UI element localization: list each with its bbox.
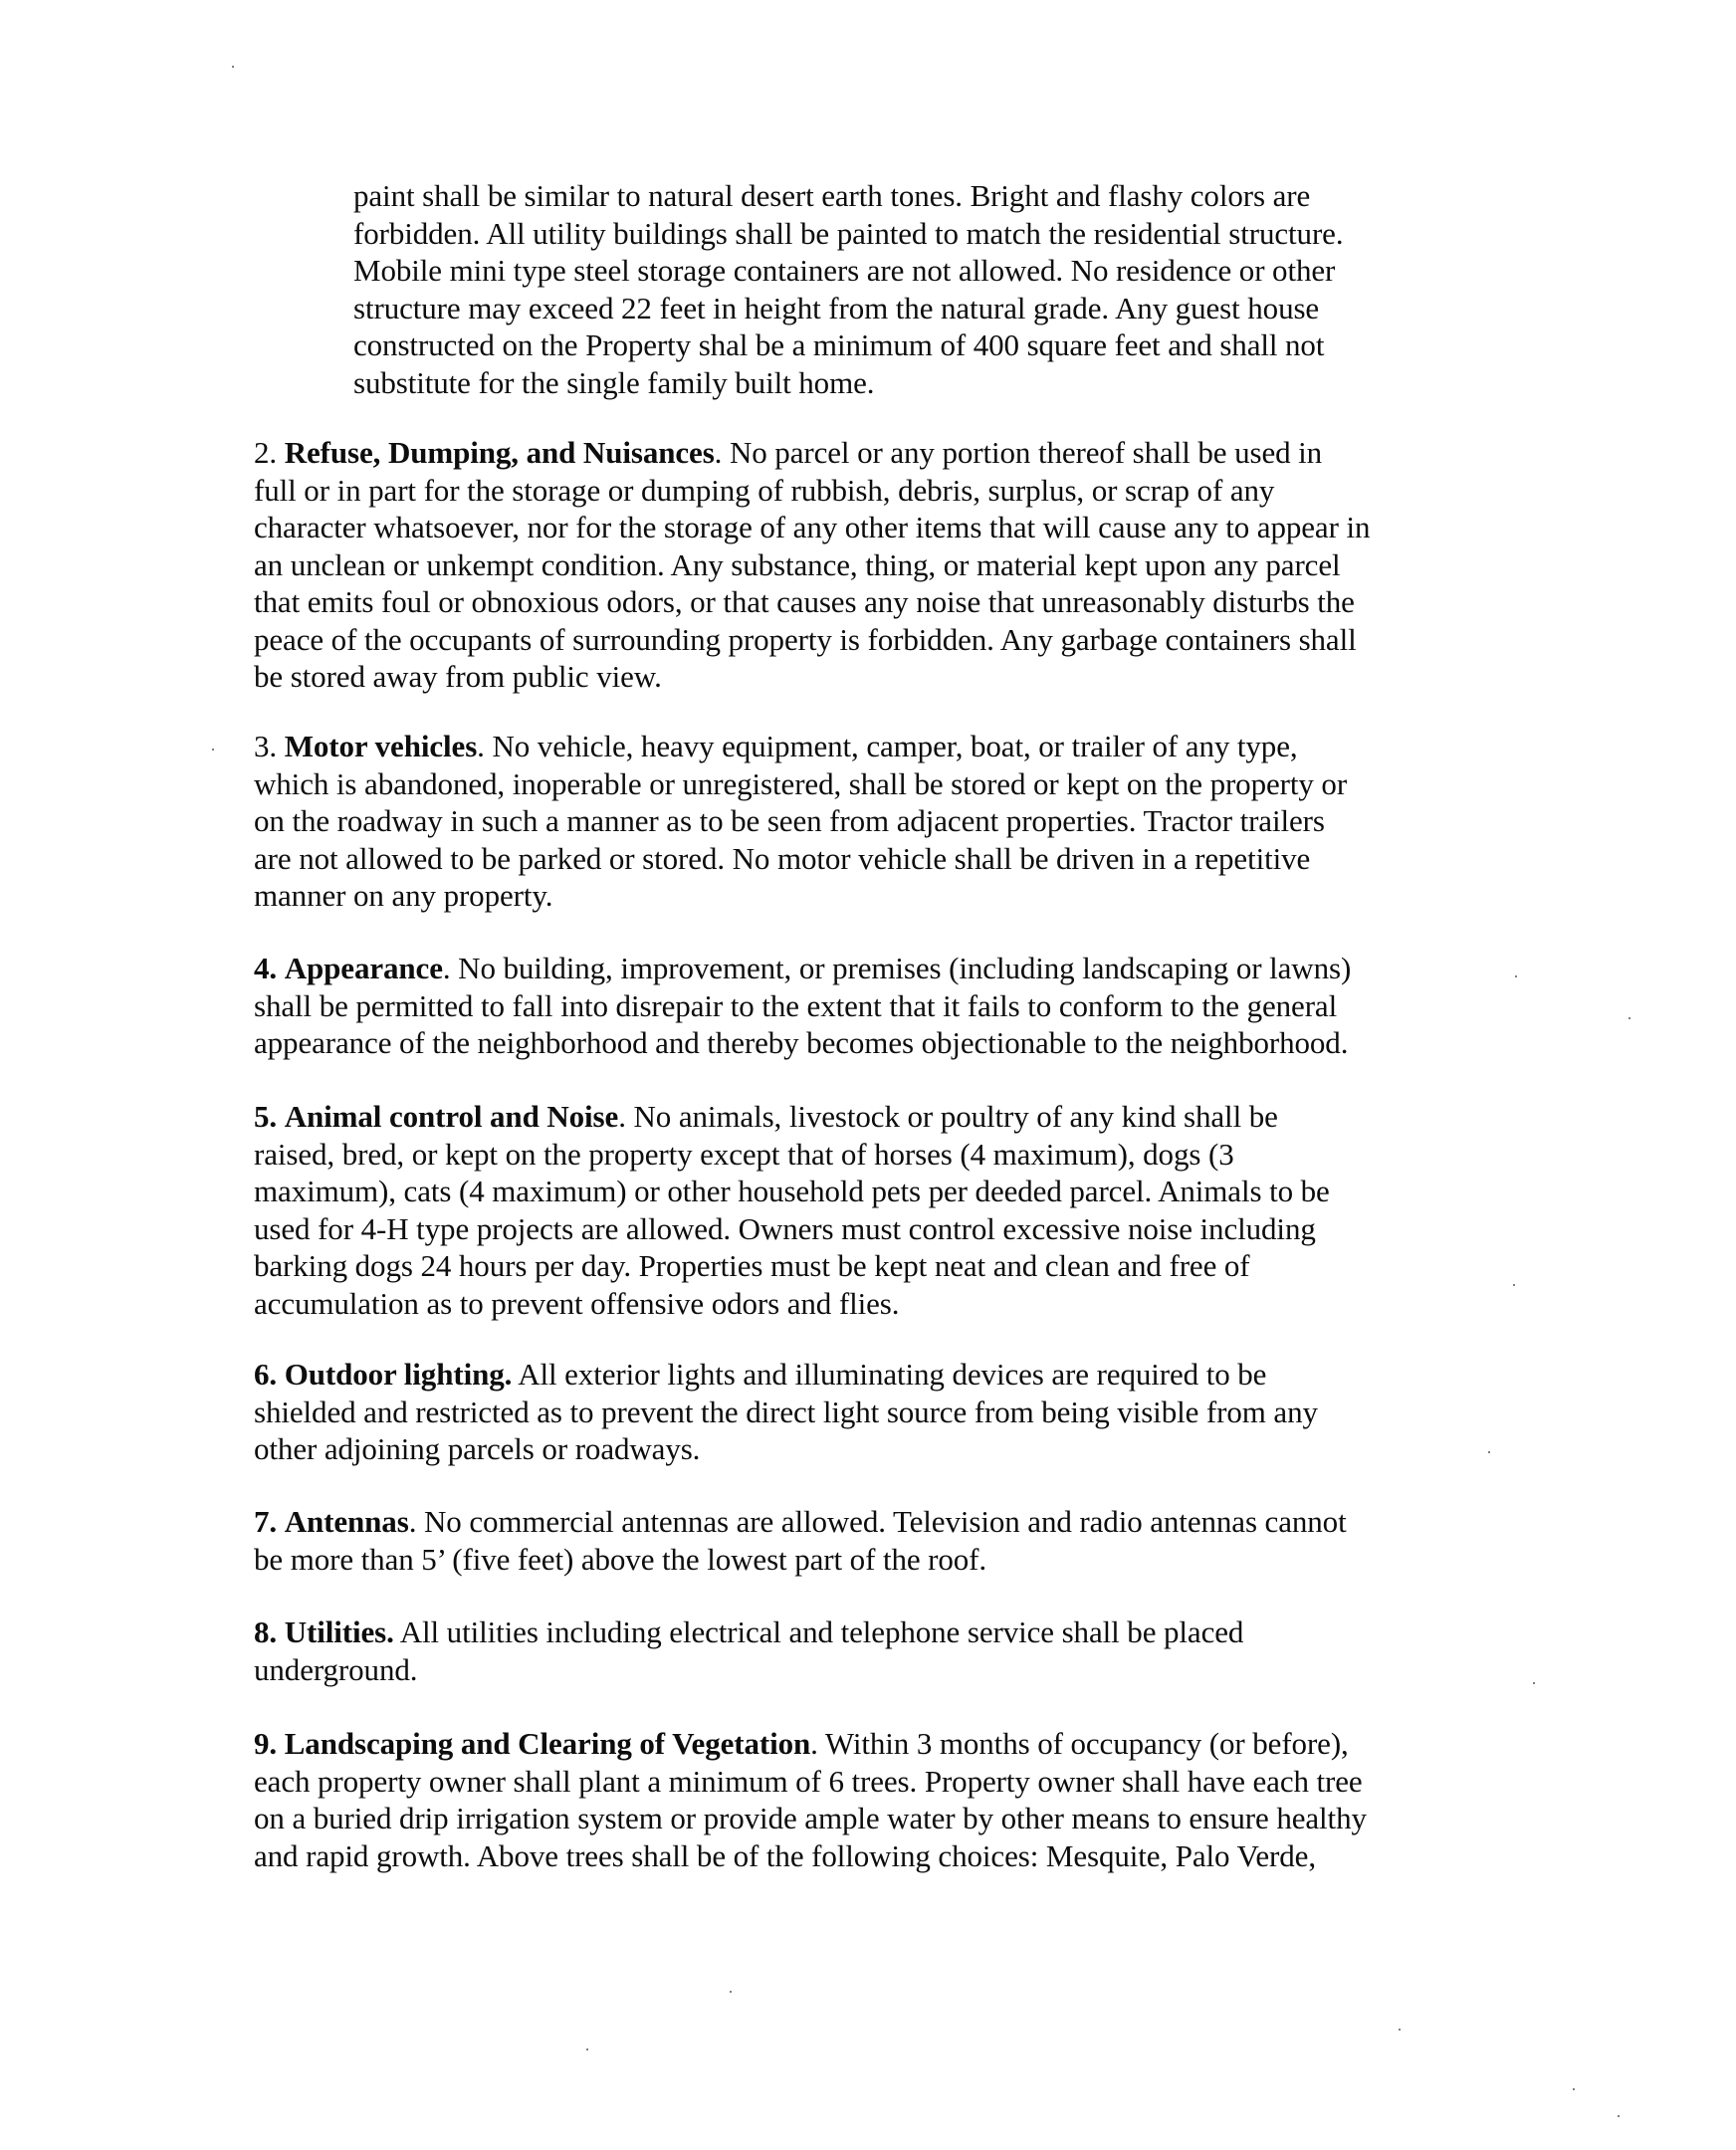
section-line: raised, bred, or kept on the property except that of horses (4 maximum), dogs (3 [254,1136,1234,1172]
section-first-line [254,1725,1488,1763]
section-number: 9. [254,1726,278,1761]
intro-line: forbidden. All utility buildings shall be painted to match the residential structure. [353,215,1344,251]
section-line: shielded and restricted as to prevent the direct light source from being visible from any [254,1394,1318,1429]
section-heading: Antennas [284,1504,409,1539]
section-line: be more than 5’ (five feet) above the lowest part of the roof. [254,1541,987,1577]
section-heading: Animal control and Noise [284,1099,619,1134]
intro-paragraph [353,177,1448,401]
section-line: an unclean or unkempt condition. Any substance, thing, or material kept upon any parcel [254,546,1341,582]
section-line: full or in part for the storage or dumping of rubbish, debris, surplus, or scrap of any [254,472,1275,508]
intro-line: paint shall be similar to natural desert earth tones. Bright and flashy colors are [353,178,1311,213]
section-heading: Outdoor lighting. [284,1357,513,1392]
section-heading: Utilities. [284,1614,394,1649]
section-text: . No commercial antennas are allowed. Television and radio antennas cannot [408,1504,1347,1539]
section-antennas [254,1503,1488,1578]
scan-speck [1399,2029,1401,2031]
section-line: underground. [254,1651,418,1687]
section-line: are not allowed to be parked or stored. No motor vehicle shall be driven in a repetitive [254,840,1311,876]
section-first-line [254,1613,1488,1651]
section-first-line [254,950,1488,987]
section-number: 4. [254,951,278,985]
section-first-line [254,1356,1488,1394]
scan-speck [730,1991,732,1993]
section-first-line [254,1503,1488,1541]
section-text: . No animals, livestock or poultry of any kind shall be [618,1099,1278,1134]
intro-line: structure may exceed 22 feet in height from the natural grade. Any guest house [353,290,1320,325]
scan-speck [1628,1017,1630,1019]
scan-speck [1515,975,1517,977]
section-line: be stored away from public view. [254,659,662,694]
section-heading: Refuse, Dumping, and Nuisances [284,435,715,470]
intro-line: substitute for the single family built home. [353,364,875,400]
scan-speck [586,2048,588,2050]
section-line: maximum), cats (4 maximum) or other household pets per deeded parcel. Animals to be [254,1174,1330,1208]
section-text: All exterior lights and illuminating devices are required to be [512,1357,1267,1392]
section-utilities [254,1613,1488,1688]
scan-speck [1513,1284,1515,1286]
section-line: which is abandoned, inoperable or unregistered, shall be stored or kept on the property or [254,765,1348,801]
section-line: shall be permitted to fall into disrepair to the extent that it fails to conform to the general [254,987,1338,1023]
section-heading: Motor vehicles [284,729,478,763]
scan-speck [232,66,234,68]
section-text: . No vehicle, heavy equipment, camper, boat, or trailer of any type, [477,729,1298,763]
section-line: manner on any property. [254,878,553,913]
section-line: peace of the occupants of surrounding property is forbidden. Any garbage containers shall [254,621,1357,657]
scan-speck [212,749,214,751]
section-motor-vehicles [254,728,1488,915]
section-line: barking dogs 24 hours per day. Properties must be kept neat and clean and free of [254,1248,1250,1283]
section-first-line [254,1098,1488,1136]
section-line: character whatsoever, nor for the storage of any other items that will cause any to appear in [254,510,1371,544]
section-number: 6. [254,1357,278,1392]
section-heading: Landscaping and Clearing of Vegetation [284,1726,811,1761]
section-line: used for 4-H type projects are allowed. Owners must control excessive noise including [254,1210,1316,1246]
section-appearance [254,950,1488,1062]
section-number: 5. [254,1099,278,1134]
section-number: 8. [254,1614,278,1649]
section-first-line [254,728,1488,765]
section-number: 3. [254,729,278,763]
section-line: on the roadway in such a manner as to be seen from adjacent properties. Tractor trailers [254,803,1325,838]
section-number: 7. [254,1504,278,1539]
section-refuse-dumping-nuisances [254,434,1488,696]
scan-speck [1533,1682,1535,1684]
intro-line: Mobile mini type steel storage containers are not allowed. No residence or other [353,253,1336,288]
scan-speck [1618,2115,1620,2117]
section-text: All utilities including electrical and telephone service shall be placed [393,1614,1244,1649]
section-line: on a buried drip irrigation system or provide ample water by other means to ensure healthy [254,1801,1367,1835]
section-text: . No building, improvement, or premises (including landscaping or lawns) [442,951,1352,985]
section-line: other adjoining parcels or roadways. [254,1431,701,1466]
scan-speck [1573,2088,1575,2090]
intro-line: constructed on the Property shal be a minimum of 400 square feet and shall not [353,327,1325,362]
section-number: 2. [254,435,278,470]
scan-speck [1488,1451,1490,1453]
section-line: that emits foul or obnoxious odors, or that causes any noise that unreasonably disturbs the [254,584,1355,619]
section-line: each property owner shall plant a minimum of 6 trees. Property owner shall have each tree [254,1763,1363,1799]
section-line: appearance of the neighborhood and thereby becomes objectionable to the neighborhood. [254,1025,1349,1060]
section-outdoor-lighting [254,1356,1488,1468]
section-text: . No parcel or any portion thereof shall be used in [714,435,1323,470]
section-heading: Appearance [284,951,443,985]
section-first-line [254,434,1488,472]
section-line: and rapid growth. Above trees shall be of the following choices: Mesquite, Palo Verde, [254,1837,1316,1873]
section-text: . Within 3 months of occupancy (or before), [810,1726,1349,1761]
section-line: accumulation as to prevent offensive odors and flies. [254,1285,900,1321]
section-landscaping [254,1725,1488,1874]
section-animal-control-noise [254,1098,1488,1322]
